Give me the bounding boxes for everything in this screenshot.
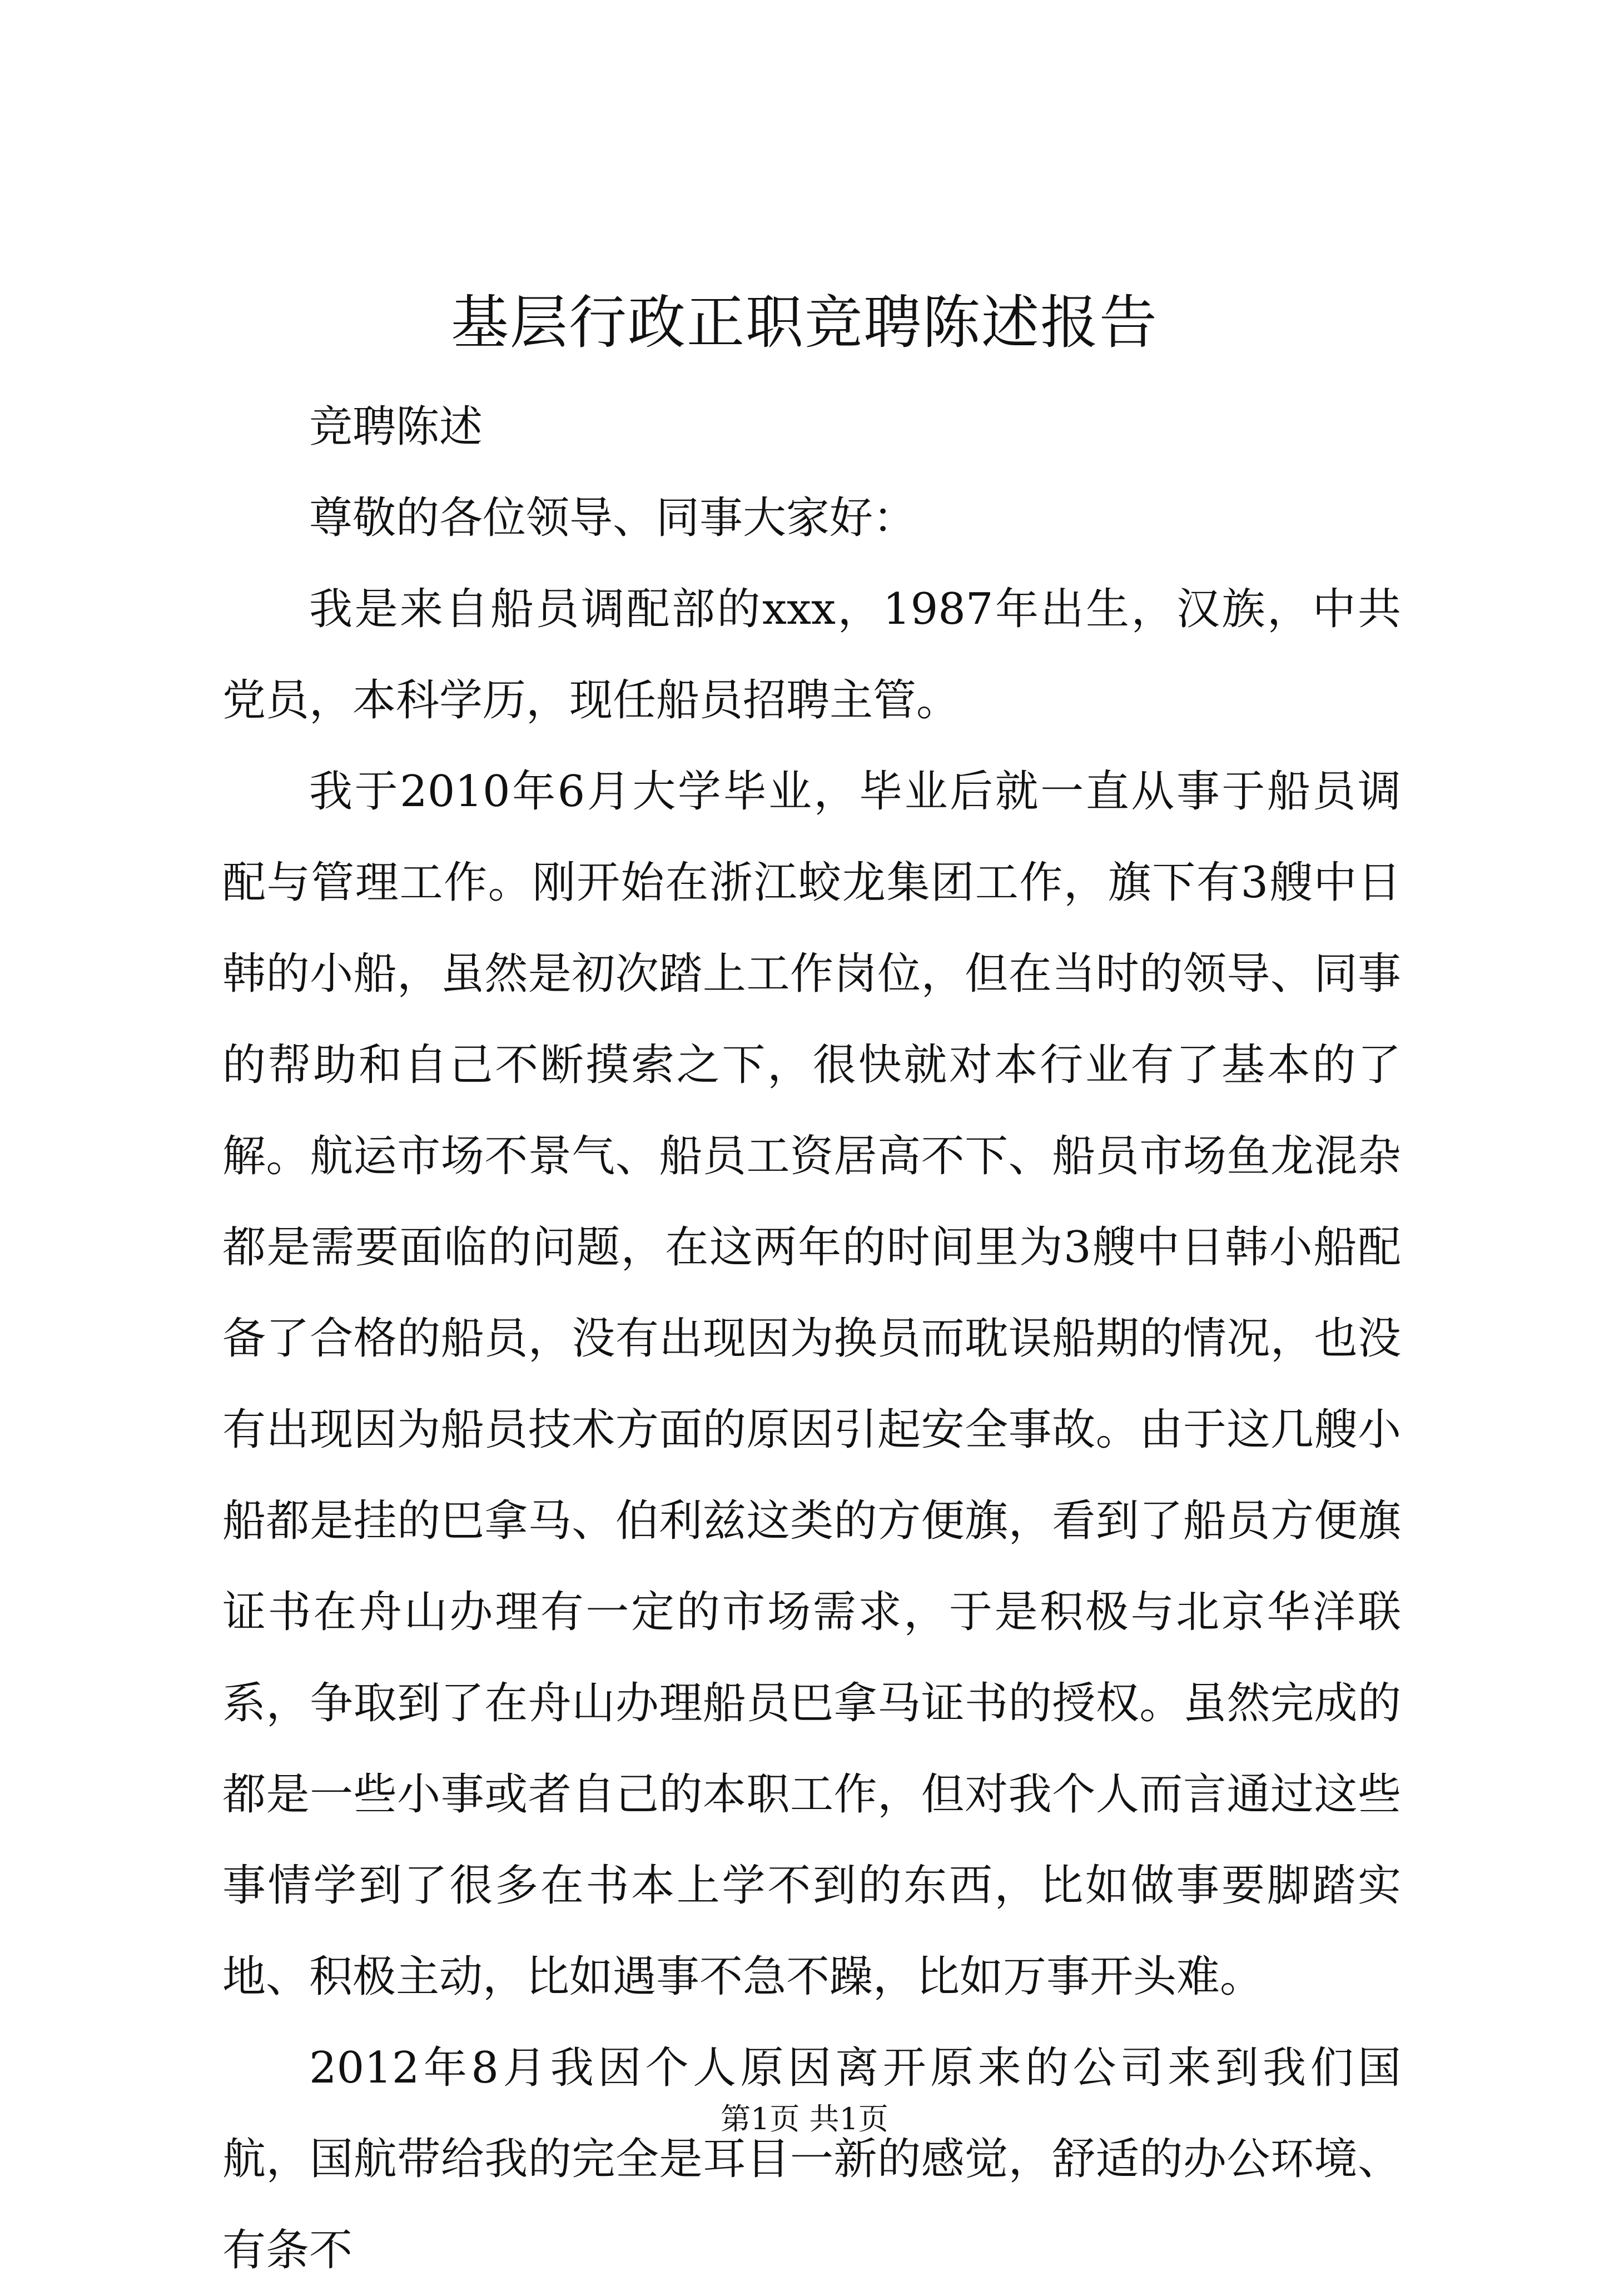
document-body <box>222 381 1401 2296</box>
paragraph-work-experience: 我于2010年6月大学毕业，毕业后就一直从事于船员调配与管理工作。刚开始在浙江蛟龙集团工作，旗下有3艘中日韩的小船，虽然是初次踏上工作岗位，但在当时的领导、同事的帮助和自己不断摸索之下，很快就对本行业有了基本的了解。航运市场不景气、船员工资居高不下、船员市场鱼龙混杂都是需要面临的问题，在这两年的时间里为3艘中日韩小船配备了合格的船员，没有出现因为换员而耽误船期的情况，也没有出现因为船员技术方面的原因引起安全事故。由于这几艘小船都是挂的巴拿马、伯利兹这类的方便旗，看到了船员方便旗证书在舟山办理有一定的市场需求，于是积极与北京华洋联系，争取到了在舟山办理船员巴拿马证书的授权。虽然完成的都是一些小事或者自己的本职工作，但对我个人而言通过这些事情学到了很多在书本上学不到的东西，比如做事要脚踏实地、积极主动，比如遇事不急不躁，比如万事开头难。 <box>222 767 1401 2002</box>
paragraph-current-company: 2012年8月我因个人原因离开原来的公司来到我们国航，国航带给我的完全是耳目一新的感觉，舒适的办公环境、有条不 <box>222 2043 1401 2275</box>
paragraph-introduction: 我是来自船员调配部的xxx，1987年出生，汉族，中共党员，本科学历，现任船员招聘主管。 <box>222 584 1401 725</box>
paragraph-greeting: 尊敬的各位领导、同事大家好： <box>309 493 917 543</box>
paragraph-heading: 竞聘陈述 <box>309 402 483 452</box>
page-footer: 第1页 共1页 <box>721 2101 888 2136</box>
document-title: 基层行政正职竞聘陈述报告 <box>450 289 1158 356</box>
